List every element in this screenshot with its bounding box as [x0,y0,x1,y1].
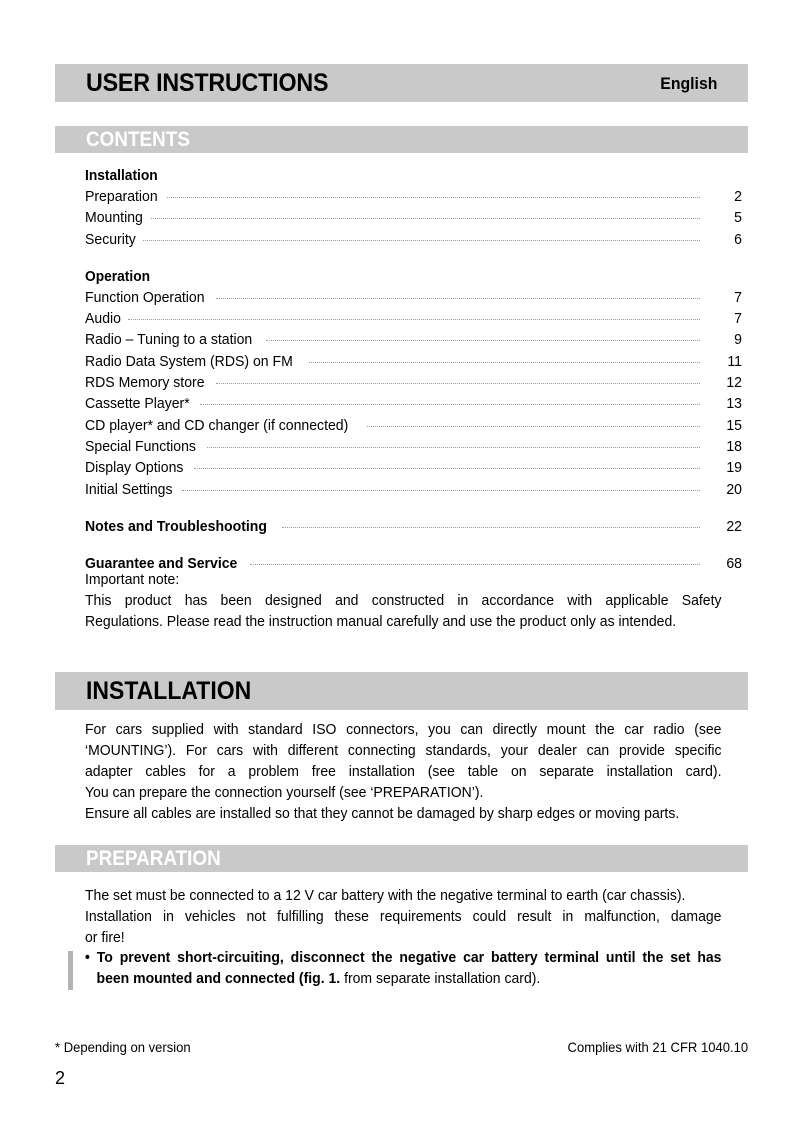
toc-entry-label: Mounting [85,210,143,227]
installation-line-3: adapter cables for a problem free installation (see table on separate installation card). [85,764,722,780]
toc-leader-dots [282,527,700,528]
installation-line-2: ‘MOUNTING’). For cars with different connecting standards, your dealer can provide specific [85,743,722,759]
toc-entry-page: 20 [726,481,742,498]
toc-row[interactable] [85,480,742,501]
toc-leader-dots [266,340,700,341]
toc-entry-page: 22 [726,518,742,535]
toc-entry-page: 6 [734,231,742,248]
installation-heading: INSTALLATION [86,676,252,705]
preparation-section-bar [55,845,748,872]
toc-entry-label: Audio [85,311,121,328]
preparation-heading: PREPARATION [86,847,221,870]
toc-row[interactable] [85,309,742,330]
important-note-line-1: This product has been designed and constructed in accordance with applicable Safety [85,593,722,609]
toc-entry-label: Radio Data System (RDS) on FM [85,353,293,370]
toc-entry-label: RDS Memory store [85,375,205,392]
toc-entry-label: Special Functions [85,438,196,455]
toc-entry-label: Guarantee and Service [85,556,238,573]
toc-group-spacer [85,538,742,554]
document-title-bar [55,64,748,102]
toc-entry-page: 11 [727,353,742,370]
toc-entry-page: 68 [726,556,742,573]
bullet-tail-text: from separate installation card). [340,971,541,987]
toc-entry-page: 18 [726,438,742,455]
toc-row[interactable] [85,230,742,251]
preparation-line-1: The set must be connected to a 12 V car battery with the negative terminal to earth (car chassis). [85,888,686,904]
preparation-warning-bullet [85,948,721,990]
toc-leader-dots [250,564,700,565]
bullet-line-1 [85,948,721,969]
toc-leader-dots [128,319,700,320]
toc-row[interactable] [85,373,742,394]
installation-line-4: You can prepare the connection yourself (see ‘PREPARATION’). [85,785,484,801]
toc-leader-dots [182,490,700,491]
page-title: USER INSTRUCTIONS [86,68,329,97]
toc-leader-dots [200,404,700,405]
toc-entry-label: Cassette Player* [85,396,190,413]
compliance-note: Complies with 21 CFR 1040.10 [567,1040,748,1055]
toc-leader-dots [309,362,700,363]
toc-leader-dots [143,240,700,241]
installation-section-bar [55,672,748,710]
toc-entry-page: 7 [734,311,742,328]
toc-row[interactable] [85,330,742,351]
contents-heading: CONTENTS [86,128,190,151]
toc-entry-label: Preparation [85,189,158,205]
toc-leader-dots [167,197,701,198]
toc-row[interactable] [85,187,742,208]
toc-entry-label: Display Options [85,460,184,477]
preparation-line-2: Installation in vehicles not fulfilling these requirements could result in malfunction, damage [85,909,722,925]
toc-entry-label: Notes and Troubleshooting [85,518,267,535]
table-of-contents [85,166,742,575]
toc-entry-page: 2 [734,189,742,205]
toc-entry-label: Security [85,231,136,248]
toc-row[interactable] [85,416,742,437]
toc-row[interactable] [85,437,742,458]
language-label: English [659,73,717,93]
toc-row[interactable] [85,517,742,538]
toc-group-heading-installation: Installation [85,168,158,184]
toc-entry-label: CD player* and CD changer (if connected) [85,417,349,434]
bullet-bold-text-1: To prevent short-circuiting, disconnect the negative car battery terminal until the set has [96,950,722,966]
preparation-line-3: or fire! [85,930,125,946]
toc-entry-label: Radio – Tuning to a station [85,332,253,349]
important-note-line-2: Regulations. Please read the instruction manual carefully and use the product only as intended. [85,614,677,630]
bullet-marker: • [85,950,90,966]
bullet-bold-text-2: been mounted and connected [96,971,296,987]
toc-row[interactable] [85,288,742,309]
toc-row[interactable] [85,394,742,415]
toc-row[interactable] [85,352,742,373]
important-note-heading: Important note: [85,572,180,588]
toc-leader-dots [367,426,700,427]
toc-row[interactable] [85,458,742,479]
toc-group-spacer [85,501,742,517]
toc-leader-dots [151,218,700,219]
change-bar-marker [68,951,73,990]
toc-leader-dots [194,468,700,469]
installation-line-5: Ensure all cables are installed so that they cannot be damaged by sharp edges or moving parts. [85,806,680,822]
important-note-block [85,570,721,633]
toc-entry-page: 15 [726,417,742,434]
bullet-figure-reference: (fig. 1. [298,971,341,987]
toc-leader-dots [207,447,700,448]
preparation-body-text [85,886,721,949]
toc-entry-page: 12 [726,375,742,392]
footnote-depending-on-version: * Depending on version [55,1040,191,1055]
toc-leader-dots [216,383,700,384]
toc-group-heading-operation: Operation [85,268,151,285]
bullet-line-2 [85,969,721,990]
toc-entry-label: Function Operation [85,289,205,306]
installation-line-1: For cars supplied with standard ISO connectors, you can directly mount the car radio (see [85,722,722,738]
toc-entry-page: 13 [726,396,742,413]
toc-entry-page: 7 [734,289,742,306]
toc-group-spacer [85,251,742,267]
toc-row[interactable] [85,208,742,229]
toc-leader-dots [216,298,700,299]
toc-entry-label: Initial Settings [85,481,173,498]
toc-entry-page: 9 [734,332,742,349]
toc-entry-page: 19 [726,460,742,477]
page-number: 2 [55,1068,66,1088]
toc-entry-page: 5 [734,210,742,227]
installation-body-text [85,720,721,825]
contents-section-bar [55,126,748,153]
